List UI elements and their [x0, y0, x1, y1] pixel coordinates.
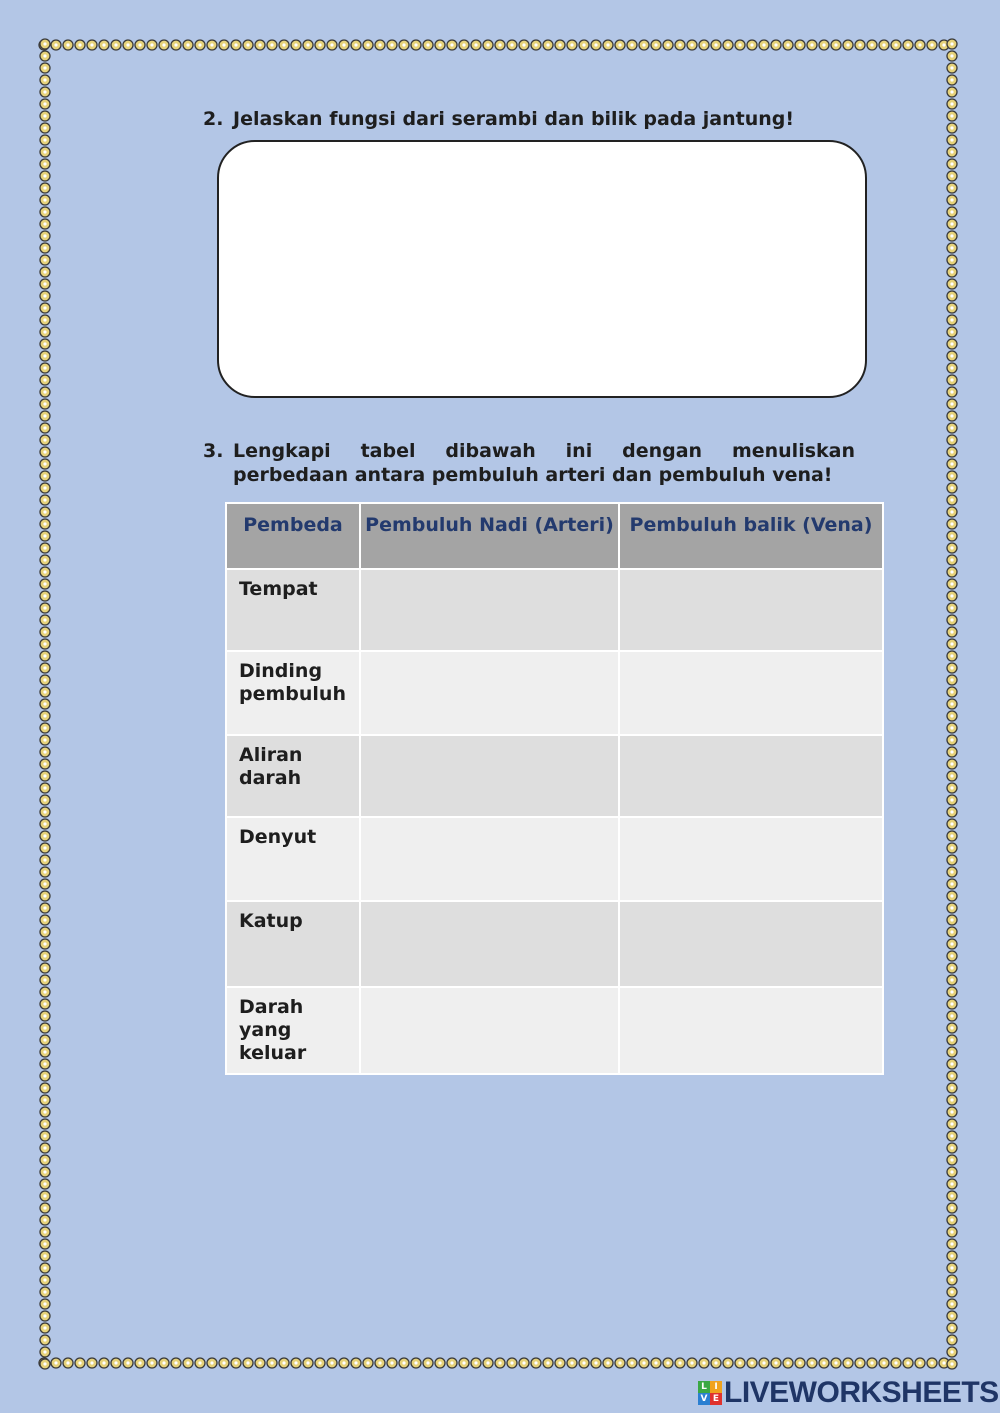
table-row	[226, 987, 883, 1074]
answer-cell-arteri[interactable]	[360, 901, 619, 987]
answer-cell-vena[interactable]	[619, 651, 883, 735]
table-header-row	[226, 503, 883, 569]
question-2-text: Jelaskan fungsi dari serambi dan bilik pada jantung!	[233, 108, 795, 130]
decorative-border-bottom	[38, 1356, 958, 1370]
answer-cell-arteri[interactable]	[360, 651, 619, 735]
answer-cell-vena[interactable]	[619, 987, 883, 1074]
table-row	[226, 901, 883, 987]
table-row	[226, 569, 883, 651]
decorative-border-top	[38, 38, 958, 52]
decorative-border-left	[38, 38, 52, 1370]
question-3-number: 3.	[203, 440, 224, 462]
answer-cell-arteri[interactable]	[360, 569, 619, 651]
table-row	[226, 735, 883, 817]
decorative-border-right	[945, 38, 959, 1370]
answer-cell-vena[interactable]	[619, 735, 883, 817]
answer-cell-vena[interactable]	[619, 901, 883, 987]
comparison-table	[225, 502, 884, 1075]
row-label: Katup	[226, 901, 360, 987]
header-arteri: Pembuluh Nadi (Arteri)	[360, 503, 619, 569]
row-label: Darah yang keluar	[226, 987, 360, 1074]
liveworksheets-brand	[698, 1376, 999, 1410]
brand-text: LIVEWORKSHEETS	[724, 1376, 999, 1409]
table-row	[226, 651, 883, 735]
row-label: Denyut	[226, 817, 360, 901]
answer-cell-arteri[interactable]	[360, 817, 619, 901]
answer-cell-vena[interactable]	[619, 569, 883, 651]
row-label: Dinding pembuluh	[226, 651, 360, 735]
question-3	[203, 439, 855, 487]
table-row	[226, 817, 883, 901]
question-2-number: 2.	[203, 108, 224, 130]
answer-cell-arteri[interactable]	[360, 735, 619, 817]
answer-cell-vena[interactable]	[619, 817, 883, 901]
header-vena: Pembuluh balik (Vena)	[619, 503, 883, 569]
question-3-text: Lengkapi tabel dibawah ini dengan menuliskan perbedaan antara pembuluh arteri dan pembuluh vena!	[233, 440, 855, 486]
answer-cell-arteri[interactable]	[360, 987, 619, 1074]
question-2	[203, 107, 794, 131]
answer-box-question-2[interactable]	[217, 140, 867, 398]
header-pembeda: Pembeda	[226, 503, 360, 569]
row-label: Tempat	[226, 569, 360, 651]
row-label: Aliran darah	[226, 735, 360, 817]
liveworksheets-logo-icon: L I V E	[698, 1381, 722, 1405]
